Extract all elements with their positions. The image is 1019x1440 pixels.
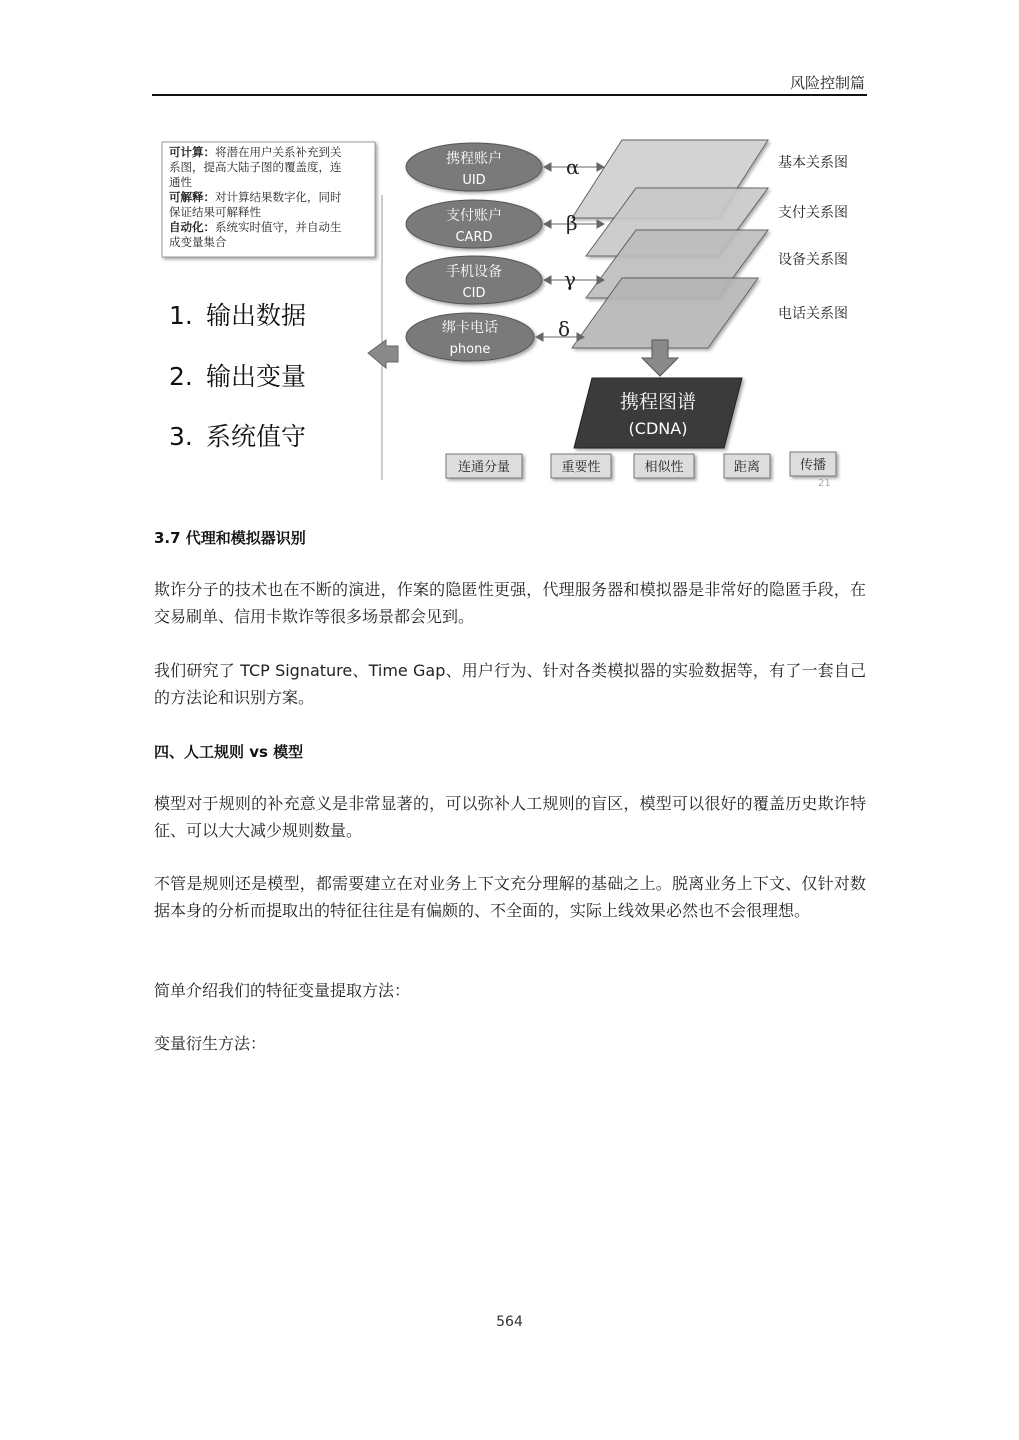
cdna-cn: 携程图谱 bbox=[619, 391, 697, 413]
node-phone bbox=[406, 313, 534, 361]
info-text: 保证结果可解释性 bbox=[169, 205, 261, 219]
info-line bbox=[169, 175, 192, 189]
greek-letter: β bbox=[566, 211, 578, 235]
metric-label: 连通分量 bbox=[457, 460, 511, 475]
arrow-head-icon bbox=[597, 220, 604, 228]
layer-label: 支付关系图 bbox=[778, 205, 848, 221]
paragraph: 模型对于规则的补充意义是非常显著的，可以弥补人工规则的盲区，模型可以很好的覆盖历史欺诈特征、可以大大减少规则数量。 bbox=[154, 794, 866, 840]
paragraph: 我们研究了 TCP Signature、Time Gap、用户行为、针对各类模拟器的实验数据等，有了一套自己的方法论和识别方案。 bbox=[154, 661, 866, 707]
node-cn: 携程账户 bbox=[446, 151, 502, 167]
info-box bbox=[162, 142, 375, 257]
info-text: 系图，提高大陆子图的覆盖度，连 bbox=[169, 160, 342, 174]
info-text: 系统实时值守，并自动生 bbox=[215, 220, 342, 234]
node-en: phone bbox=[449, 342, 491, 357]
info-line bbox=[169, 145, 342, 159]
node-cid bbox=[406, 256, 542, 304]
info-line bbox=[169, 235, 227, 249]
info-line bbox=[169, 160, 342, 174]
info-text: 将潜在用户关系补充到关 bbox=[215, 145, 342, 159]
output-number: 3. bbox=[169, 422, 193, 451]
node-en: CID bbox=[462, 286, 486, 301]
paragraph: 简单介绍我们的特征变量提取方法： bbox=[154, 981, 411, 1000]
info-line bbox=[169, 220, 342, 234]
node-cn: 绑卡电话 bbox=[442, 320, 498, 336]
paragraph: 不管是规则还是模型，都需要建立在对业务上下文充分理解的基础之上。脱离业务上下文、仅针对数据本身的分析而提取出的特征往往是有偏颇的、不全面的，实际上线效果必然也不会很理想。 bbox=[154, 874, 866, 920]
info-bold: 可解释： bbox=[169, 190, 215, 204]
info-bold: 可计算： bbox=[169, 145, 215, 159]
slide-number: 21 bbox=[818, 478, 831, 489]
section-heading-3-7: 3.7 代理和模拟器识别 bbox=[154, 529, 306, 547]
info-bold: 自动化： bbox=[169, 220, 215, 234]
paragraph: 欺诈分子的技术也在不断的演进，作案的隐匿性更强，代理服务器和模拟器是非常好的隐匿手段，在交易刷单、信用卡欺诈等很多场景都会见到。 bbox=[154, 580, 866, 626]
arrow-head-icon bbox=[544, 220, 551, 228]
layer-label: 基本关系图 bbox=[778, 155, 848, 171]
node-en: CARD bbox=[455, 230, 493, 245]
info-text: 成变量集合 bbox=[169, 235, 227, 249]
greek-letter: α bbox=[566, 155, 580, 179]
metric-label: 传播 bbox=[799, 458, 827, 473]
arrow-head-icon bbox=[536, 333, 543, 341]
node-uid bbox=[406, 143, 542, 191]
node-cn: 支付账户 bbox=[446, 208, 502, 224]
section-heading-4: 四、人工规则 vs 模型 bbox=[154, 743, 304, 761]
layer-label: 设备关系图 bbox=[778, 252, 848, 268]
left-arrow-icon bbox=[368, 340, 398, 368]
node-cn: 手机设备 bbox=[446, 264, 502, 280]
output-number: 1. bbox=[169, 301, 193, 330]
metric-label: 重要性 bbox=[561, 460, 601, 475]
output-label: 输出数据 bbox=[206, 301, 307, 330]
arrow-head-icon bbox=[544, 276, 551, 284]
node-en: UID bbox=[462, 173, 486, 188]
cdna-en: (CDNA) bbox=[628, 419, 688, 438]
header-rule bbox=[152, 94, 867, 96]
metric-label: 距离 bbox=[733, 460, 761, 475]
page-number: 564 bbox=[496, 1314, 523, 1330]
info-line bbox=[169, 205, 261, 219]
output-label: 系统值守 bbox=[206, 422, 307, 451]
paragraph: 变量衍生方法： bbox=[154, 1034, 267, 1053]
node-card bbox=[406, 200, 542, 248]
layer-stack bbox=[572, 140, 768, 348]
metric-label: 相似性 bbox=[644, 460, 684, 475]
info-text: 通性 bbox=[169, 175, 192, 189]
layer-label: 电话关系图 bbox=[778, 306, 848, 322]
greek-letter: γ bbox=[564, 267, 576, 291]
output-label: 输出变量 bbox=[206, 362, 307, 391]
output-number: 2. bbox=[169, 362, 193, 391]
header-title: 风险控制篇 bbox=[789, 74, 865, 92]
info-text: 对计算结果数字化，同时 bbox=[215, 190, 342, 204]
info-line bbox=[169, 190, 342, 204]
greek-letter: δ bbox=[558, 317, 571, 341]
cdna-figure bbox=[152, 130, 867, 490]
cdna-box bbox=[574, 378, 742, 448]
arrow-head-icon bbox=[544, 163, 551, 171]
